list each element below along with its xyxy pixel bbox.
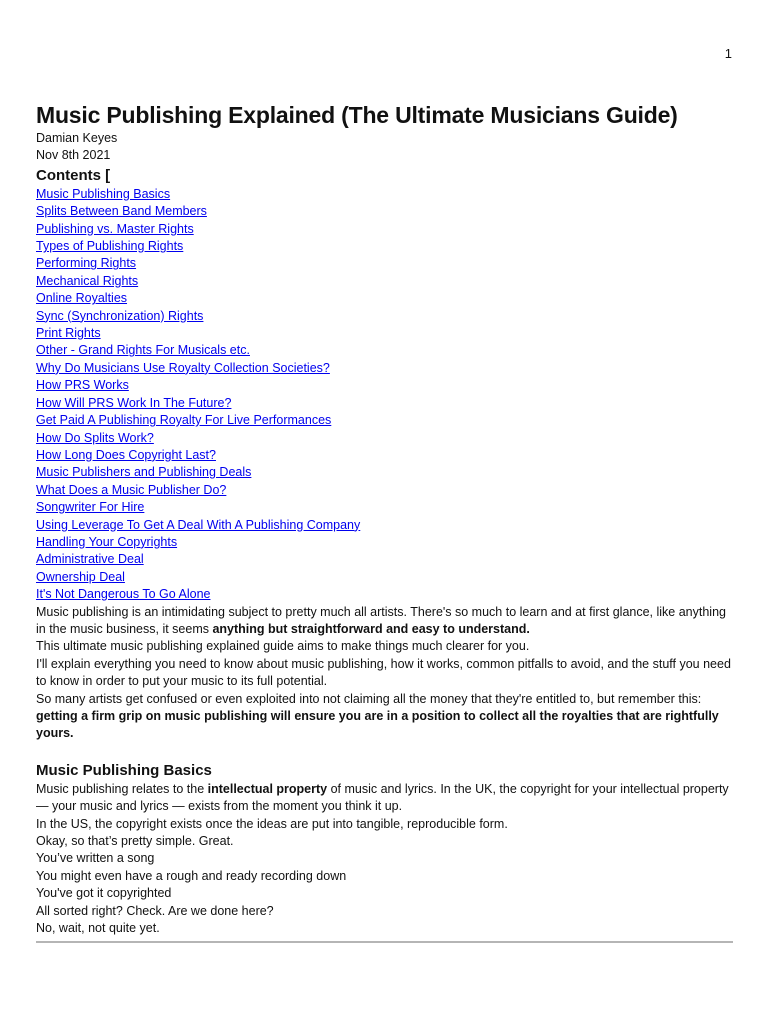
toc-link[interactable]: How Will PRS Work In The Future? [36,395,232,410]
toc-link[interactable]: How Long Does Copyright Last? [36,447,216,462]
toc-link[interactable]: Music Publishing Basics [36,186,171,201]
intro-paragraph [36,604,736,639]
toc-link[interactable]: Types of Publishing Rights [36,239,184,254]
intro-emphasis: getting a firm grip on music publishing will ensure you are in a position to collect all the royalties that are rightfully yours. [36,709,719,741]
toc-link[interactable]: Sync (Synchronization) Rights [36,308,204,323]
document-title: Music Publishing Explained (The Ultimate Musicians Guide) [36,102,678,128]
toc-link[interactable]: Music Publishers and Publishing Deals [36,465,252,480]
contents-heading: Contents [ [36,166,111,184]
section-heading: Music Publishing Basics [36,761,212,779]
toc-link[interactable]: Other - Grand Rights For Musicals etc. [36,343,250,358]
toc-link[interactable]: Administrative Deal [36,552,144,567]
toc-link[interactable]: Songwriter For Hire [36,500,145,515]
toc-link[interactable]: It's Not Dangerous To Go Alone [36,587,211,602]
section-line: You’ve written a song [36,851,155,866]
author: Damian Keyes [36,131,118,145]
toc-link[interactable]: Using Leverage To Get A Deal With A Publishing Company [36,517,361,532]
toc-link[interactable]: Why Do Musicians Use Royalty Collection Societies? [36,360,330,375]
toc-link[interactable]: Print Rights [36,326,101,341]
intro-paragraph: I'll explain everything you need to know about music publishing, how it works, common pitfalls to avoid, and the stuff you need to know in order to put your music to its full potential. [36,656,731,689]
section-text: of music and lyrics. In the UK, the copyright for your intellectual property — your music and lyrics — exists from the moment you think it up. [36,781,729,814]
section-line: No, wait, not quite yet. [36,921,160,936]
intro-paragraph-bold [36,708,736,743]
toc-link[interactable]: Splits Between Band Members [36,204,207,219]
section-line: Okay, so that’s pretty simple. Great. [36,834,234,849]
section-text: Music publishing relates to the [36,781,208,796]
toc-link[interactable]: What Does a Music Publisher Do? [36,482,227,497]
basics-section [36,781,736,938]
section-line: You might even have a rough and ready recording down [36,868,347,883]
intro-emphasis: anything but straightforward and easy to understand. [212,621,530,636]
publish-date: Nov 8th 2021 [36,148,111,163]
toc-link[interactable]: How Do Splits Work? [36,430,154,445]
toc-link[interactable]: Ownership Deal [36,569,125,584]
intro-paragraph: This ultimate music publishing explained guide aims to make things much clearer for you. [36,639,530,654]
document-body [36,100,736,943]
toc-link[interactable]: Mechanical Rights [36,273,139,288]
page-divider [36,941,733,943]
intro-paragraph: So many artists get confused or even exploited into not claiming all the money that they're entitled to, but remember this: [36,691,702,706]
toc-link[interactable]: Handling Your Copyrights [36,534,178,549]
section-line: In the US, the copyright exists once the ideas are put into tangible, reproducible form. [36,816,508,831]
section-line: You've got it copyrighted [36,886,172,901]
section-line: All sorted right? Check. Are we done here? [36,903,274,918]
page-number: 1 [724,46,732,61]
section-emphasis: intellectual property [207,781,328,796]
toc-link[interactable]: Publishing vs. Master Rights [36,221,194,236]
intro-text: Music publishing is an intimidating subject to pretty much all artists. There's so much to learn and at first glance, like anything in the music business, it seems [36,604,726,636]
table-of-contents [36,186,736,604]
toc-link[interactable]: How PRS Works [36,378,129,393]
section-paragraph [36,781,736,816]
toc-link[interactable]: Performing Rights [36,256,137,271]
intro-section [36,604,736,743]
toc-link[interactable]: Get Paid A Publishing Royalty For Live Performances [36,413,332,428]
toc-link[interactable]: Online Royalties [36,291,128,306]
